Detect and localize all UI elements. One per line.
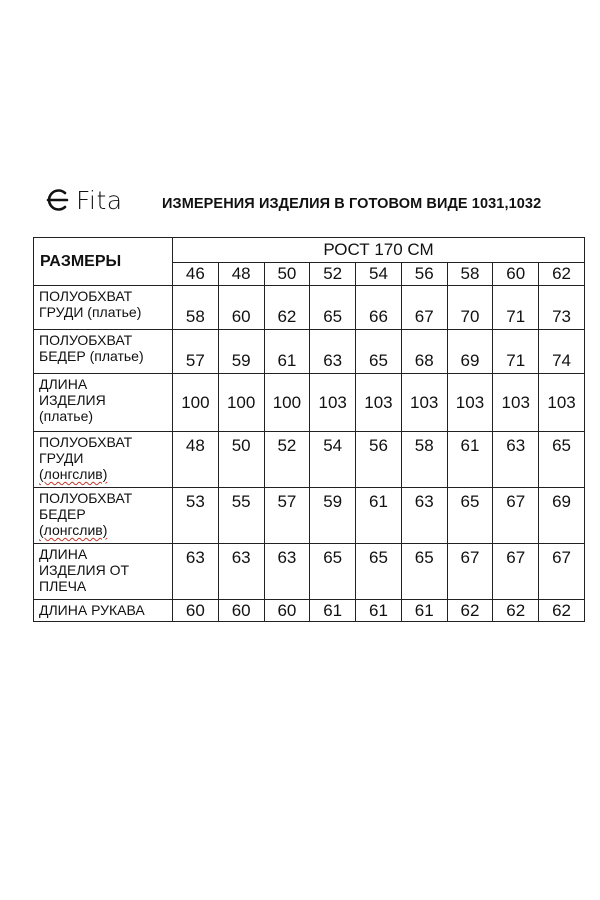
measurement-cell: 100	[173, 374, 219, 432]
measurement-cell: 53	[173, 488, 219, 544]
row-label: ПОЛУОБХВАТ БЕДЕР (лонгслив)	[34, 488, 173, 544]
measurement-cell: 69	[539, 488, 585, 544]
table-row	[34, 432, 585, 488]
measurement-cell: 63	[173, 544, 219, 600]
brand-logo	[44, 182, 123, 218]
measurement-cell: 60	[173, 600, 219, 622]
measurement-cell: 103	[493, 374, 539, 432]
measurement-cell: 54	[310, 432, 356, 488]
measurement-cell: 63	[310, 330, 356, 374]
measurement-cell: 62	[447, 600, 493, 622]
measurement-cell: 61	[264, 330, 310, 374]
measurement-cell: 67	[539, 544, 585, 600]
table-header-row	[34, 238, 585, 263]
measurement-cell: 67	[447, 544, 493, 600]
measurement-cell: 61	[401, 600, 447, 622]
measurement-cell: 67	[401, 286, 447, 330]
measurement-cell: 61	[447, 432, 493, 488]
row-label: ПОЛУОБХВАТ БЕДЕР (платье)	[34, 330, 173, 374]
table-row	[34, 330, 585, 374]
measurement-cell: 65	[356, 544, 402, 600]
measurement-cell: 103	[447, 374, 493, 432]
size-column-header: 52	[310, 263, 356, 286]
size-column-header: 56	[401, 263, 447, 286]
table-row	[34, 600, 585, 622]
measurement-cell: 60	[264, 600, 310, 622]
size-column-header: 60	[493, 263, 539, 286]
measurement-cell: 63	[401, 488, 447, 544]
table-row	[34, 544, 585, 600]
measurement-cell: 61	[356, 600, 402, 622]
measurement-cell: 52	[264, 432, 310, 488]
measurement-cell: 65	[447, 488, 493, 544]
measurement-cell: 60	[218, 600, 264, 622]
measurement-cell: 62	[539, 600, 585, 622]
measurement-cell: 66	[356, 286, 402, 330]
measurement-cell: 100	[218, 374, 264, 432]
measurement-cell: 60	[218, 286, 264, 330]
measurement-cell: 48	[173, 432, 219, 488]
measurement-cell: 61	[356, 488, 402, 544]
measurement-cell: 73	[539, 286, 585, 330]
table-row	[34, 286, 585, 330]
size-column-header: 54	[356, 263, 402, 286]
measurement-cell: 67	[493, 488, 539, 544]
measurement-cell: 55	[218, 488, 264, 544]
row-label: ПОЛУОБХВАТ ГРУДИ (лонгслив)	[34, 432, 173, 488]
measurement-cell: 57	[173, 330, 219, 374]
height-header: РОСТ 170 СМ	[173, 238, 585, 263]
header	[44, 182, 564, 218]
measurement-cell: 63	[218, 544, 264, 600]
logo-mark-icon	[44, 185, 70, 215]
measurement-cell: 103	[310, 374, 356, 432]
page-title: ИЗМЕРЕНИЯ ИЗДЕЛИЯ В ГОТОВОМ ВИДЕ 1031,1032	[162, 196, 542, 212]
measurement-cell: 65	[310, 544, 356, 600]
measurement-cell: 65	[310, 286, 356, 330]
measurement-cell: 68	[401, 330, 447, 374]
row-label: ДЛИНА ИЗДЕЛИЯ (платье)	[34, 374, 173, 432]
measurement-cell: 100	[264, 374, 310, 432]
measurement-cell: 59	[310, 488, 356, 544]
row-label: ДЛИНА ИЗДЕЛИЯ ОТ ПЛЕЧА	[34, 544, 173, 600]
measurement-cell: 103	[356, 374, 402, 432]
measurement-cell: 56	[356, 432, 402, 488]
size-column-header: 58	[447, 263, 493, 286]
table-row	[34, 374, 585, 432]
size-column-header: 50	[264, 263, 310, 286]
size-column-header: 48	[218, 263, 264, 286]
row-label: ДЛИНА РУКАВА	[34, 600, 173, 622]
measurement-cell: 62	[493, 600, 539, 622]
measurement-cell: 58	[401, 432, 447, 488]
measurement-cell: 103	[401, 374, 447, 432]
size-chart-table	[33, 237, 585, 622]
measurement-cell: 67	[493, 544, 539, 600]
measurement-cell: 58	[173, 286, 219, 330]
measurement-cell: 63	[493, 432, 539, 488]
measurement-cell: 71	[493, 286, 539, 330]
table-row	[34, 488, 585, 544]
measurement-cell: 62	[264, 286, 310, 330]
measurement-cell: 69	[447, 330, 493, 374]
measurement-cell: 50	[218, 432, 264, 488]
logo-text: Fita	[76, 185, 123, 215]
size-column-header: 46	[173, 263, 219, 286]
measurement-cell: 63	[264, 544, 310, 600]
size-column-header: 62	[539, 263, 585, 286]
measurement-cell: 103	[539, 374, 585, 432]
measurement-cell: 65	[539, 432, 585, 488]
measurement-cell: 59	[218, 330, 264, 374]
row-label: ПОЛУОБХВАТ ГРУДИ (платье)	[34, 286, 173, 330]
measurement-cell: 74	[539, 330, 585, 374]
measurement-cell: 70	[447, 286, 493, 330]
sizes-header: РАЗМЕРЫ	[34, 238, 173, 286]
measurement-cell: 65	[401, 544, 447, 600]
measurement-cell: 71	[493, 330, 539, 374]
measurement-cell: 61	[310, 600, 356, 622]
measurement-cell: 65	[356, 330, 402, 374]
measurement-cell: 57	[264, 488, 310, 544]
